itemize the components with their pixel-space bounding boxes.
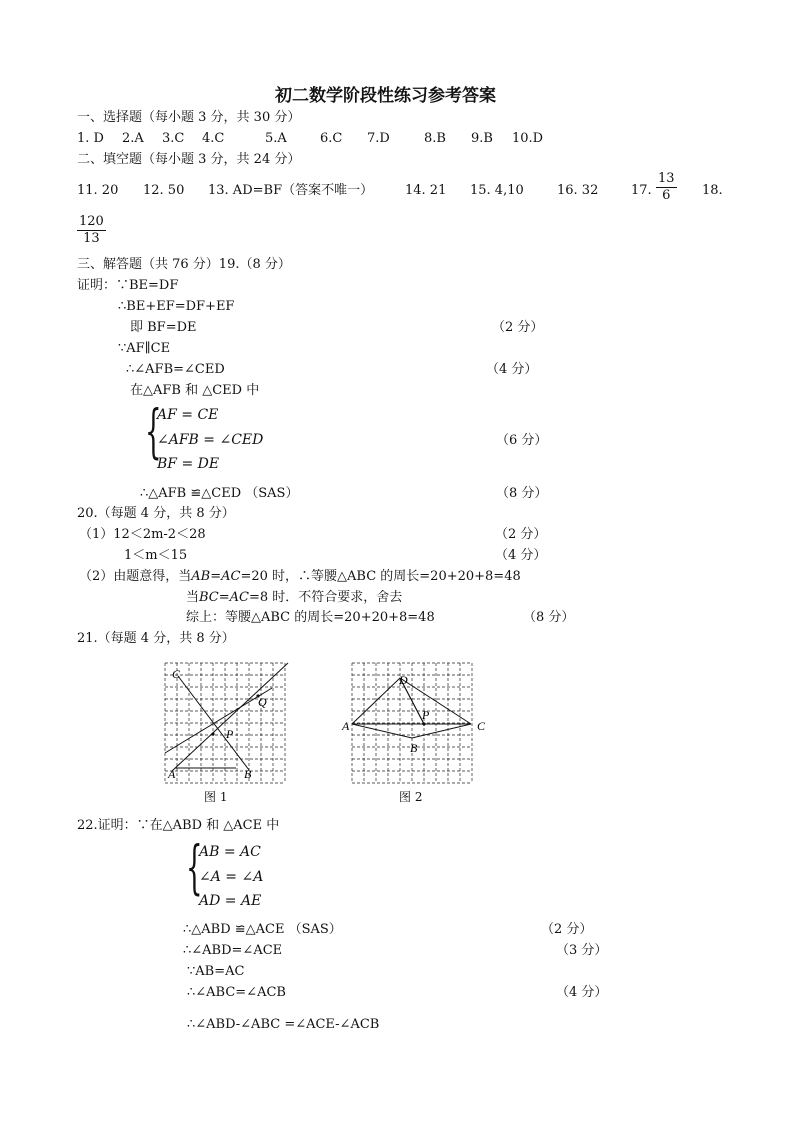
- q19-system-2: ∠AFB = ∠CED: [157, 432, 264, 448]
- q19-score-4: （8 分）: [496, 486, 548, 501]
- q19-score-1: （2 分）: [492, 320, 544, 335]
- figure-1-line-a: [172, 663, 288, 771]
- fill-16: 16. 32: [557, 183, 599, 198]
- q20-line-2: 1＜m＜15: [124, 548, 188, 563]
- q19-line-6: 在△AFB 和 △CED 中: [130, 383, 260, 398]
- answer-5: 5.A: [265, 131, 287, 146]
- fill-15: 15. 4,10: [470, 183, 524, 198]
- q22-score-3: （4 分）: [556, 985, 608, 1000]
- answer-1: 1. D: [77, 131, 104, 146]
- q21-heading: 21.（每题 4 分，共 8 分）: [77, 631, 235, 646]
- answer-3: 3.C: [162, 131, 185, 146]
- figure-1-label-p: P: [226, 727, 234, 741]
- q22-score-2: （3 分）: [556, 943, 608, 958]
- q22-line-6: ∴∠ABD-∠ABC =∠ACE-∠ACB: [187, 1017, 380, 1032]
- figure-1-label-a: A: [168, 767, 176, 781]
- q20-line-4-italic: BC=AC: [199, 590, 249, 605]
- q22-system-1: AB = AC: [199, 844, 261, 860]
- q20-line-1: （1）12＜2m-2＜28: [79, 527, 206, 542]
- figure-1-label-q: Q: [258, 695, 267, 709]
- q20-heading: 20.（每题 4 分，共 8 分）: [77, 506, 235, 521]
- q20-score-3: （8 分）: [523, 610, 575, 625]
- answer-7: 7.D: [367, 131, 390, 146]
- section-2-heading: 二、填空题（每小题 3 分，共 24 分）: [77, 152, 301, 167]
- q22-system-3: AD = AE: [199, 893, 262, 909]
- q22-line-2: ∴△ABD ≌△ACE （SAS）: [183, 922, 342, 937]
- q19-system-3: BF = DE: [157, 456, 220, 472]
- q20-line-4: [186, 590, 402, 606]
- figure-2-label-b: B: [410, 741, 418, 755]
- figure-2-point-p: [422, 722, 425, 725]
- q20-line-3-italic: AB=AC: [191, 569, 241, 584]
- fraction-18: [77, 214, 106, 246]
- q19-line-7: ∴△AFB ≌△CED （SAS）: [140, 486, 299, 501]
- q20-score-2: （4 分）: [495, 548, 547, 563]
- q19-line-3: 即 BF=DE: [130, 320, 197, 335]
- q20-line-3: [79, 569, 521, 585]
- q19-line-4: ∵AF∥CE: [118, 341, 171, 356]
- figure-2-label-c: C: [477, 719, 486, 733]
- figure-2-label-d: D: [399, 673, 408, 687]
- fill-12: 12. 50: [143, 183, 185, 198]
- figure-2-triangle-abc: [352, 724, 471, 738]
- q22-system-2: ∠A = ∠A: [199, 869, 264, 885]
- answer-2: 2.A: [122, 131, 144, 146]
- answer-8: 8.B: [424, 131, 446, 146]
- q19-system-1: AF = CE: [157, 407, 219, 423]
- fraction-17-numerator: 13: [658, 171, 675, 186]
- fill-14: 14. 21: [405, 183, 447, 198]
- q20-line-4-prefix: 当: [186, 590, 200, 605]
- answer-10: 10.D: [512, 131, 544, 146]
- q19-score-2: （4 分）: [486, 362, 538, 377]
- page-title: 初二数学阶段性练习参考答案: [275, 86, 496, 106]
- fill-13: 13. AD=BF（答案不唯一）: [208, 183, 374, 198]
- section-1-heading: 一、选择题（每小题 3 分，共 30 分）: [77, 110, 301, 125]
- q22-line-3: ∴∠ABD=∠ACE: [183, 943, 283, 958]
- answer-6: 6.C: [320, 131, 343, 146]
- q22-brace: {: [186, 833, 203, 901]
- q20-score-1: （2 分）: [495, 527, 547, 542]
- fill-17: 17.: [631, 183, 652, 198]
- q20-line-3-suffix: =20 时，∴等腰△ABC 的周长=20+20+8=48: [240, 569, 521, 584]
- figure-2-label-a: A: [342, 719, 350, 733]
- q19-score-3: （6 分）: [496, 433, 548, 448]
- q22-line-4: ∵AB=AC: [187, 964, 245, 979]
- section-3-heading: 三、解答题（共 76 分）19.（8 分）: [77, 257, 291, 272]
- q20-line-3-prefix: （2）由题意得，当: [79, 569, 192, 584]
- figure-2-grid: [352, 663, 472, 783]
- fraction-17: [656, 171, 677, 203]
- figure-2: [340, 658, 490, 788]
- fraction-18-denominator: 13: [83, 230, 100, 246]
- figure-2-label-p: P: [422, 708, 430, 722]
- figure-1-label-b: B: [244, 767, 252, 781]
- figure-2-caption: 图 2: [399, 790, 423, 804]
- q19-line-2: ∴BE+EF=DF+EF: [118, 299, 235, 314]
- figure-1-label-c: C: [172, 667, 181, 681]
- fill-11: 11. 20: [77, 183, 119, 198]
- figure-1: [160, 658, 290, 788]
- answer-9: 9.B: [471, 131, 493, 146]
- fraction-17-denominator: 6: [662, 187, 671, 203]
- q19-brace: {: [145, 397, 162, 465]
- q20-line-5: 综上：等腰△ABC 的周长=20+20+8=48: [186, 610, 435, 625]
- figure-1-line-pq: [165, 688, 272, 753]
- q19-line-1: 证明：∵BE=DF: [77, 278, 179, 293]
- q22-score-1: （2 分）: [541, 922, 593, 937]
- figure-1-point-p: [211, 732, 214, 735]
- fill-18: 18.: [702, 183, 723, 198]
- q22-line-5: ∴∠ABC=∠ACB: [187, 985, 286, 1000]
- q20-line-4-suffix: =8 时．不符合要求，舍去: [248, 590, 403, 605]
- figure-1-caption: 图 1: [204, 790, 228, 804]
- figure-1-grid: [165, 663, 285, 783]
- q19-line-5: ∴∠AFB=∠CED: [126, 362, 225, 377]
- fraction-18-numerator: 120: [79, 214, 104, 229]
- answer-4: 4.C: [202, 131, 225, 146]
- q22-line-1: 22.证明：∵在△ABD 和 △ACE 中: [77, 818, 280, 833]
